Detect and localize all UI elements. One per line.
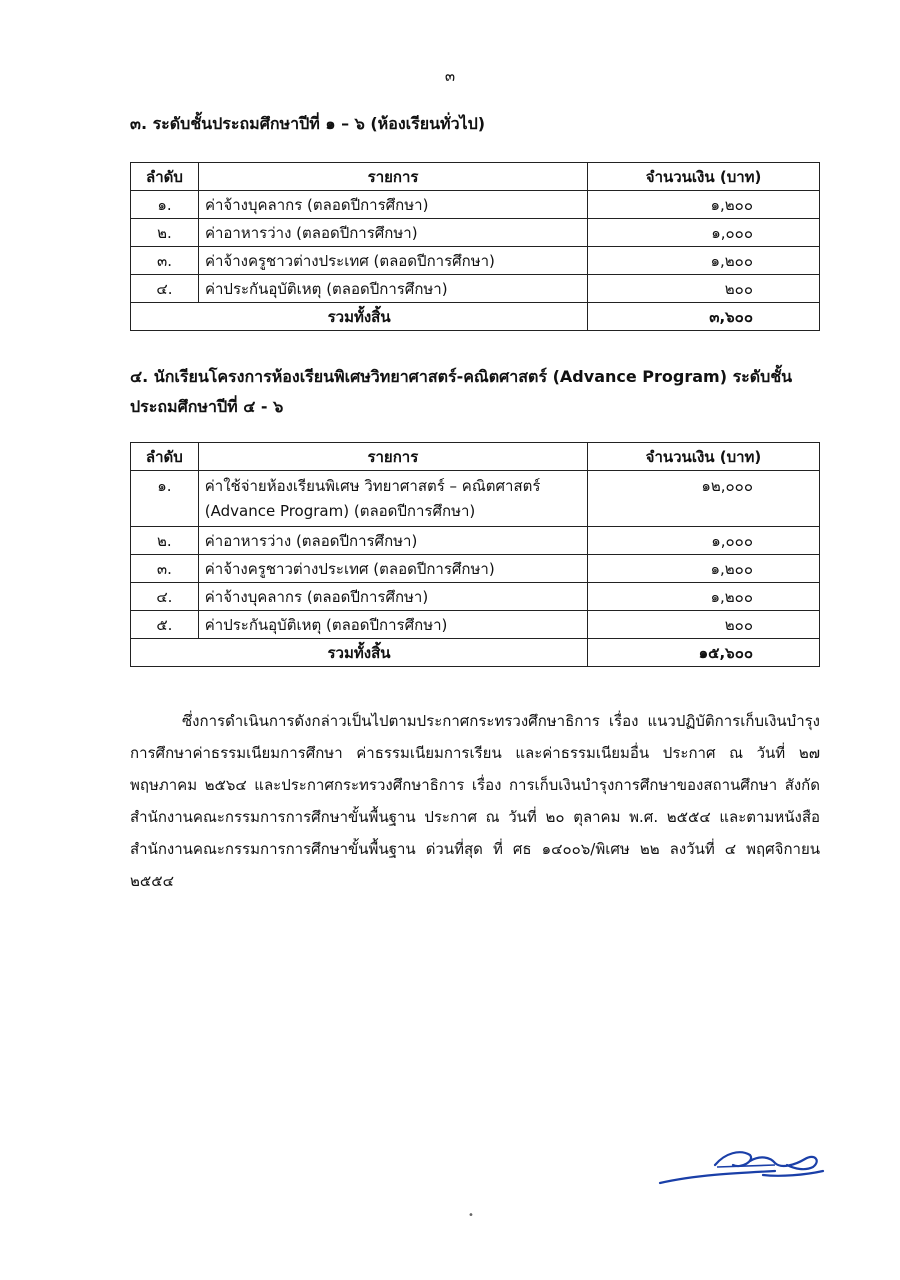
table-row <box>131 611 820 639</box>
table-row <box>131 471 820 527</box>
row-no: ๒. <box>131 527 199 555</box>
row-item: ค่าจ้างครูชาวต่างประเทศ (ตลอดปีการศึกษา) <box>198 555 587 583</box>
column-header-amount: จำนวนเงิน (บาท) <box>588 163 820 191</box>
total-amount: ๓,๖๐๐ <box>588 303 820 331</box>
row-amount: ๑,๒๐๐ <box>588 191 820 219</box>
page-number: ๓ <box>444 67 456 85</box>
row-item: ค่าอาหารว่าง (ตลอดปีการศึกษา) <box>198 219 587 247</box>
section-4-heading: ๔. นักเรียนโครงการห้องเรียนพิเศษวิทยาศาสตร์-คณิตศาสตร์ (Advance Program) ระดับชั้นประถมศึกษาปีที่ ๔ - ๖ <box>130 367 793 416</box>
row-amount: ๑,๐๐๐ <box>587 527 819 555</box>
handwritten-signature <box>655 1135 825 1199</box>
column-header-item: รายการ <box>198 443 587 471</box>
total-label: รวมทั้งสิ้น <box>131 303 588 331</box>
row-item: ค่าจ้างครูชาวต่างประเทศ (ตลอดปีการศึกษา) <box>198 247 587 275</box>
total-label: รวมทั้งสิ้น <box>131 639 588 667</box>
row-item: ค่าประกันอุบัติเหตุ (ตลอดปีการศึกษา) <box>198 611 587 639</box>
row-item: ค่าอาหารว่าง (ตลอดปีการศึกษา) <box>198 527 587 555</box>
row-amount: ๒๐๐ <box>588 275 820 303</box>
row-no: ๔. <box>131 275 199 303</box>
row-amount: ๑๒,๐๐๐ <box>587 471 819 527</box>
table-row <box>131 527 820 555</box>
section-3-table <box>130 162 820 331</box>
table-total-row <box>131 303 820 331</box>
table-total-row <box>131 639 820 667</box>
scan-mark: • <box>468 1210 474 1221</box>
row-no: ๕. <box>131 611 199 639</box>
table-header-row <box>131 163 820 191</box>
row-no: ๑. <box>131 191 199 219</box>
table-header-row <box>131 443 820 471</box>
row-item: ค่าจ้างบุคลากร (ตลอดปีการศึกษา) <box>198 583 587 611</box>
section-3-heading: ๓. ระดับชั้นประถมศึกษาปีที่ ๑ – ๖ (ห้องเรียนทั่วไป) <box>130 114 486 133</box>
row-amount: ๒๐๐ <box>587 611 819 639</box>
row-amount: ๑,๒๐๐ <box>587 583 819 611</box>
column-header-no: ลำดับ <box>131 163 199 191</box>
table-row <box>131 219 820 247</box>
total-amount: ๑๕,๖๐๐ <box>587 639 819 667</box>
column-header-amount: จำนวนเงิน (บาท) <box>587 443 819 471</box>
table-row <box>131 275 820 303</box>
table-row <box>131 555 820 583</box>
row-no: ๔. <box>131 583 199 611</box>
row-item: ค่าประกันอุบัติเหตุ (ตลอดปีการศึกษา) <box>198 275 587 303</box>
table-row <box>131 583 820 611</box>
row-amount: ๑,๒๐๐ <box>588 247 820 275</box>
row-no: ๓. <box>131 555 199 583</box>
row-item: ค่าใช้จ่ายห้องเรียนพิเศษ วิทยาศาสตร์ – คณิตศาสตร์ (Advance Program) (ตลอดปีการศึกษา) <box>198 471 587 527</box>
body-paragraph: ซึ่งการดำเนินการดังกล่าวเป็นไปตามประกาศกระทรวงศึกษาธิการ เรื่อง แนวปฏิบัติการเก็บเงินบำรุงการศึกษาค่าธรรมเนียมการศึกษา ค่าธรรมเนียมการเรียน และค่าธรรมเนียมอื่น ประกาศ ณ วันที่ ๒๗ พฤษภาคม ๒๕๖๔ และประกาศกระทรวงศึกษาธิการ เรื่อง การเก็บเงินบำรุงการศึกษาของสถานศึกษา สังกัดสำนักงานคณะกรรมการการศึกษาขั้นพื้นฐาน ประกาศ ณ วันที่ ๒๐ ตุลาคม พ.ศ. ๒๕๕๔ และตามหนังสือสำนักงานคณะกรรมการการศึกษาขั้นพื้นฐาน ด่วนที่สุด ที่ ศธ ๑๔๐๐๖/พิเศษ ๒๒ ลงวันที่ ๔ พฤศจิกายน ๒๕๕๔ <box>130 712 820 890</box>
row-item: ค่าจ้างบุคลากร (ตลอดปีการศึกษา) <box>198 191 587 219</box>
row-amount: ๑,๐๐๐ <box>588 219 820 247</box>
row-amount: ๑,๒๐๐ <box>587 555 819 583</box>
row-no: ๓. <box>131 247 199 275</box>
section-4-table <box>130 442 820 667</box>
row-no: ๒. <box>131 219 199 247</box>
table-row <box>131 247 820 275</box>
column-header-no: ลำดับ <box>131 443 199 471</box>
column-header-item: รายการ <box>198 163 587 191</box>
row-no: ๑. <box>131 471 199 527</box>
table-row <box>131 191 820 219</box>
